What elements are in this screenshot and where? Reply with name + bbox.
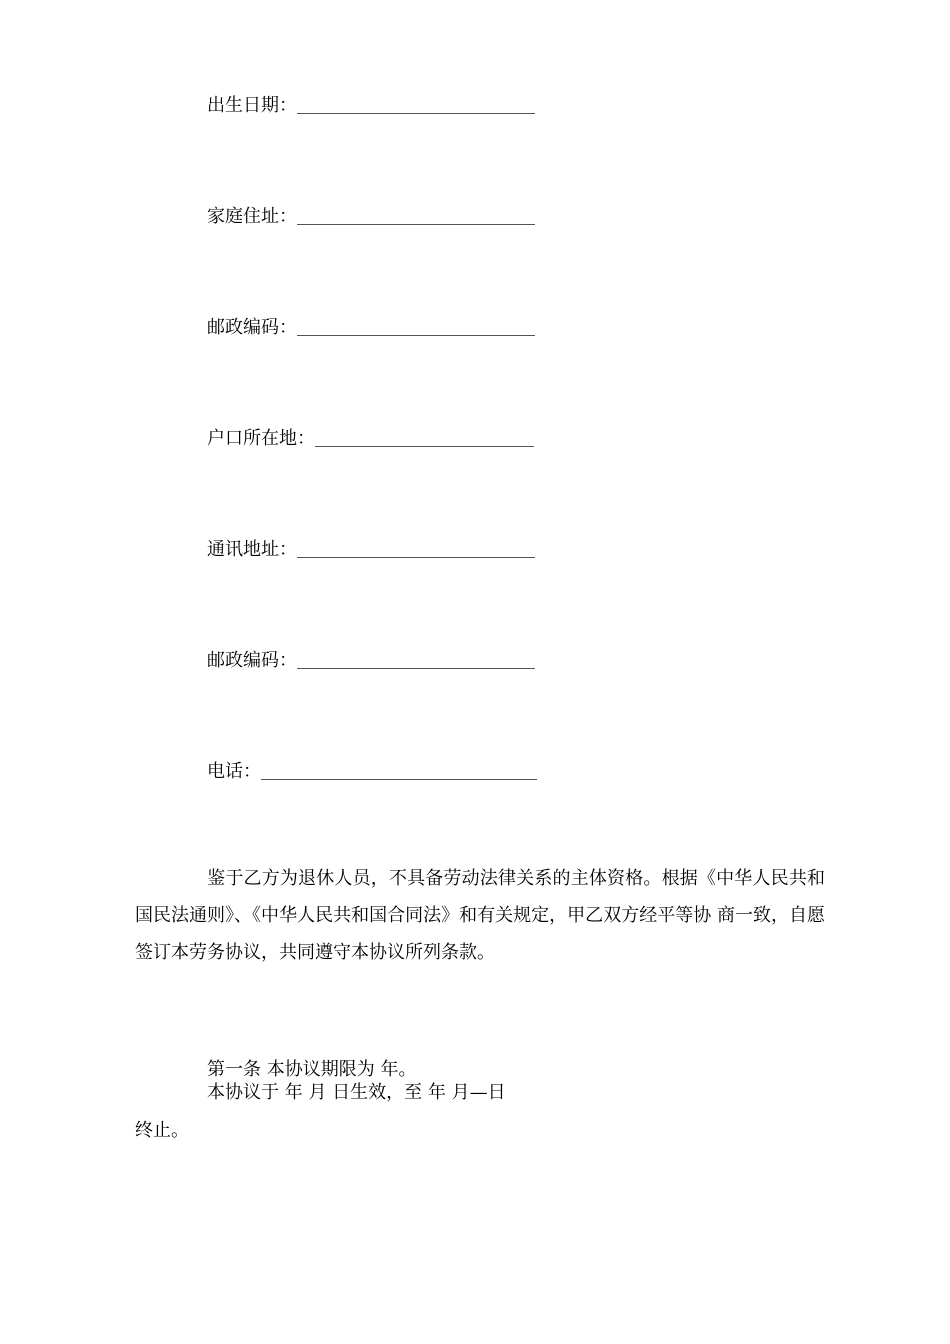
blank-line[interactable] (297, 224, 535, 225)
field-label: 通讯地址： (207, 539, 297, 560)
field-label: 电话： (207, 761, 261, 782)
article-1-effective: 本协议于 年 月 日生效，至 年 月—日 (207, 1082, 506, 1103)
blank-line[interactable] (297, 668, 535, 669)
field-label: 邮政编码： (207, 317, 297, 338)
field-label: 户口所在地： (207, 428, 315, 449)
field-birth-date (207, 92, 535, 118)
preamble-paragraph (135, 860, 825, 971)
field-label: 家庭住址： (207, 206, 297, 227)
field-phone (207, 758, 537, 784)
article-1-line-1 (207, 1058, 416, 1082)
field-household-registration (207, 425, 534, 451)
blank-line[interactable] (297, 335, 535, 336)
field-mailing-address (207, 536, 535, 562)
article-1-term: 第一条 本协议期限为 年。 (207, 1059, 417, 1080)
article-1-line-3 (135, 1119, 189, 1143)
field-label: 邮政编码： (207, 650, 297, 671)
blank-line[interactable] (315, 446, 534, 447)
field-postal-code (207, 314, 535, 340)
preamble-text: 鉴于乙方为退休人员，不具备劳动法律关系的主体资格。根据《中华人民共和国民法通则》、《中华人民共和国合同法》和有关规定，甲乙双方经平等协 商一致，自愿签订本劳务协议，共同遵守本协议所列条款。 (135, 868, 825, 963)
field-label: 出生日期： (207, 95, 297, 116)
blank-line[interactable] (297, 557, 535, 558)
field-postal-code-2 (207, 647, 535, 673)
article-1-termination: 终止。 (135, 1120, 189, 1141)
blank-line[interactable] (297, 113, 535, 114)
field-home-address (207, 203, 535, 229)
blank-line[interactable] (261, 779, 537, 780)
article-1-line-2 (207, 1081, 506, 1105)
